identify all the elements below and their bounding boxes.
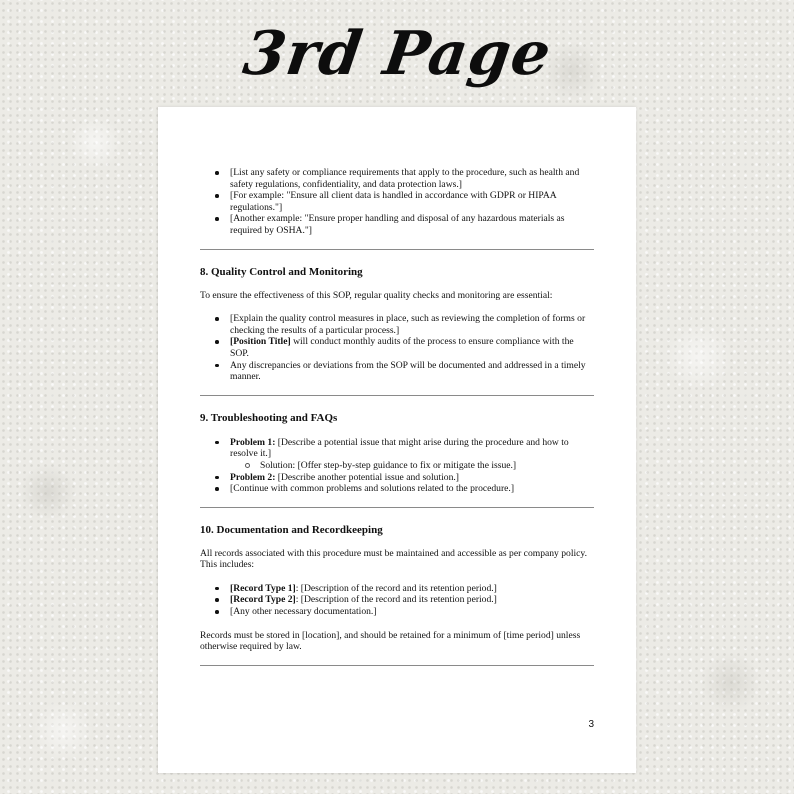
section-troubleshooting xyxy=(200,412,594,495)
page-number: 3 xyxy=(588,719,594,730)
list-item: [Explain the quality control measures in place, such as reviewing the completion of forms or checking the results of a particular process.] xyxy=(230,313,594,336)
list-item xyxy=(230,336,594,359)
quality-list xyxy=(200,313,594,383)
item-text: [Describe another potential issue and solution.] xyxy=(275,471,459,483)
section-heading: 8. Quality Control and Monitoring xyxy=(200,265,363,278)
solution-list xyxy=(230,460,594,472)
closing-paragraph: Records must be stored in [location], and should be retained for a minimum of [time period] unless otherwise required by law. xyxy=(200,629,581,653)
list-item: [List any safety or compliance requirements that apply to the procedure, such as health and safety regulations, confidentiality, and data protection laws.] xyxy=(230,167,594,190)
section-divider xyxy=(200,249,594,250)
section-quality-control xyxy=(200,266,594,383)
banner-title: 3rd Page xyxy=(238,19,556,89)
section-divider xyxy=(200,665,594,666)
section-divider xyxy=(200,507,594,508)
record-list xyxy=(200,583,594,618)
list-item xyxy=(230,583,594,595)
item-text: : [Description of the record and its retention period.] xyxy=(295,582,497,594)
bold-term: Problem 1: xyxy=(230,436,276,448)
section-heading: 10. Documentation and Recordkeeping xyxy=(200,523,383,536)
item-text: will conduct monthly audits of the process to ensure compliance with the SOP. xyxy=(230,336,574,359)
section-intro: All records associated with this procedure must be maintained and accessible as per company policy. This includes: xyxy=(200,547,588,571)
section-heading: 9. Troubleshooting and FAQs xyxy=(200,411,338,424)
problem-list xyxy=(200,437,594,495)
bold-term: [Record Type 2] xyxy=(230,594,296,606)
compliance-list xyxy=(200,167,594,237)
item-text: : [Description of the record and its retention period.] xyxy=(295,594,497,606)
bold-term: [Position Title] xyxy=(230,336,291,348)
list-item xyxy=(230,437,594,472)
page-content xyxy=(200,167,594,666)
item-text: [Describe a potential issue that might arise during the procedure and how to resolve it.] xyxy=(230,436,569,460)
banner xyxy=(0,6,794,102)
list-item xyxy=(230,472,594,484)
bold-term: Problem 2: xyxy=(230,471,276,483)
document-page xyxy=(158,107,636,773)
list-item: [For example: "Ensure all client data is handled in accordance with GDPR or HIPAA regulations."] xyxy=(230,190,594,213)
bold-term: [Record Type 1] xyxy=(230,582,296,594)
section-divider xyxy=(200,395,594,396)
list-item: Solution: [Offer step-by-step guidance to fix or mitigate the issue.] xyxy=(260,460,594,472)
list-item: [Another example: "Ensure proper handling and disposal of any hazardous materials as required by OSHA."] xyxy=(230,213,594,236)
section-intro: To ensure the effectiveness of this SOP, regular quality checks and monitoring are essential: xyxy=(200,289,553,301)
section-documentation xyxy=(200,524,594,653)
list-item xyxy=(230,594,594,606)
list-item: Any discrepancies or deviations from the SOP will be documented and addressed in a timely manner. xyxy=(230,360,594,383)
list-item: [Continue with common problems and solutions related to the procedure.] xyxy=(230,483,594,495)
list-item: [Any other necessary documentation.] xyxy=(230,606,594,618)
